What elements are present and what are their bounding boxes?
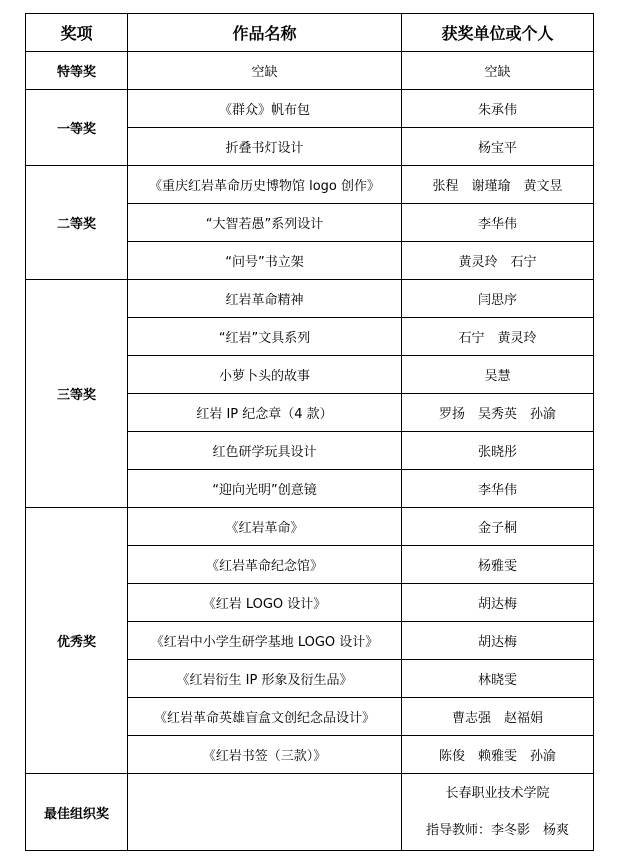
table-row [26, 166, 594, 204]
winner-cell: 胡达梅 [402, 584, 594, 622]
work-cell: “问号”书立架 [128, 242, 402, 280]
award-second: 二等奖 [26, 166, 128, 280]
work-cell: “迎向光明”创意镜 [128, 470, 402, 508]
work-cell: 《红岩书签（三款）》 [128, 736, 402, 774]
winner-cell: 陈俊 赖雅雯 孙渝 [402, 736, 594, 774]
work-cell: 《红岩革命》 [128, 508, 402, 546]
winner-cell: 闫思序 [402, 280, 594, 318]
winner-cell: 黄灵玲 石宁 [402, 242, 594, 280]
table-row [26, 90, 594, 128]
work-cell: 《红岩革命纪念馆》 [128, 546, 402, 584]
work-cell: “大智若愚”系列设计 [128, 204, 402, 242]
winner-cell: 石宁 黄灵玲 [402, 318, 594, 356]
winner-cell: 金子桐 [402, 508, 594, 546]
work-cell: 《红岩中小学生研学基地 LOGO 设计》 [128, 622, 402, 660]
winner-cell-organization [402, 774, 594, 851]
winner-cell: 朱承伟 [402, 90, 594, 128]
winner-cell: 李华伟 [402, 204, 594, 242]
organization-teachers: 指导教师：李冬影 杨爽 [425, 823, 569, 838]
work-cell: 《红岩 LOGO 设计》 [128, 584, 402, 622]
winner-cell: 胡达梅 [402, 622, 594, 660]
winner-cell: 罗扬 吴秀英 孙渝 [402, 394, 594, 432]
award-excellent: 优秀奖 [26, 508, 128, 774]
work-cell: 折叠书灯设计 [128, 128, 402, 166]
winner-cell: 吴慧 [402, 356, 594, 394]
work-cell: 红色研学玩具设计 [128, 432, 402, 470]
header-award: 奖项 [26, 14, 128, 52]
winner-cell: 空缺 [402, 52, 594, 90]
work-cell: 小萝卜头的故事 [128, 356, 402, 394]
work-cell-empty [128, 774, 402, 851]
winner-cell: 曹志强 赵福娟 [402, 698, 594, 736]
work-cell: 红岩 IP 纪念章（4 款） [128, 394, 402, 432]
work-cell: 《群众》帆布包 [128, 90, 402, 128]
award-special: 特等奖 [26, 52, 128, 90]
work-cell: 红岩革命精神 [128, 280, 402, 318]
awards-table [25, 13, 594, 851]
work-cell: 《重庆红岩革命历史博物馆 logo 创作》 [128, 166, 402, 204]
table-row [26, 52, 594, 90]
award-organization: 最佳组织奖 [26, 774, 128, 851]
work-cell: 《红岩衍生 IP 形象及衍生品》 [128, 660, 402, 698]
winner-cell: 张程 谢瑾瑜 黄文昱 [402, 166, 594, 204]
header-row [26, 14, 594, 52]
organization-name: 长春职业技术学院 [445, 786, 550, 801]
work-cell: 空缺 [128, 52, 402, 90]
table-row [26, 774, 594, 851]
winner-cell: 张晓彤 [402, 432, 594, 470]
award-third: 三等奖 [26, 280, 128, 508]
table-row [26, 508, 594, 546]
header-winner: 获奖单位或个人 [402, 14, 594, 52]
winner-cell: 李华伟 [402, 470, 594, 508]
work-cell: 《红岩革命英雄盲盒文创纪念品设计》 [128, 698, 402, 736]
table-row [26, 280, 594, 318]
award-first: 一等奖 [26, 90, 128, 166]
work-cell: “红岩”文具系列 [128, 318, 402, 356]
header-work: 作品名称 [128, 14, 402, 52]
winner-cell: 杨雅雯 [402, 546, 594, 584]
winner-cell: 杨宝平 [402, 128, 594, 166]
winner-cell: 林晓雯 [402, 660, 594, 698]
